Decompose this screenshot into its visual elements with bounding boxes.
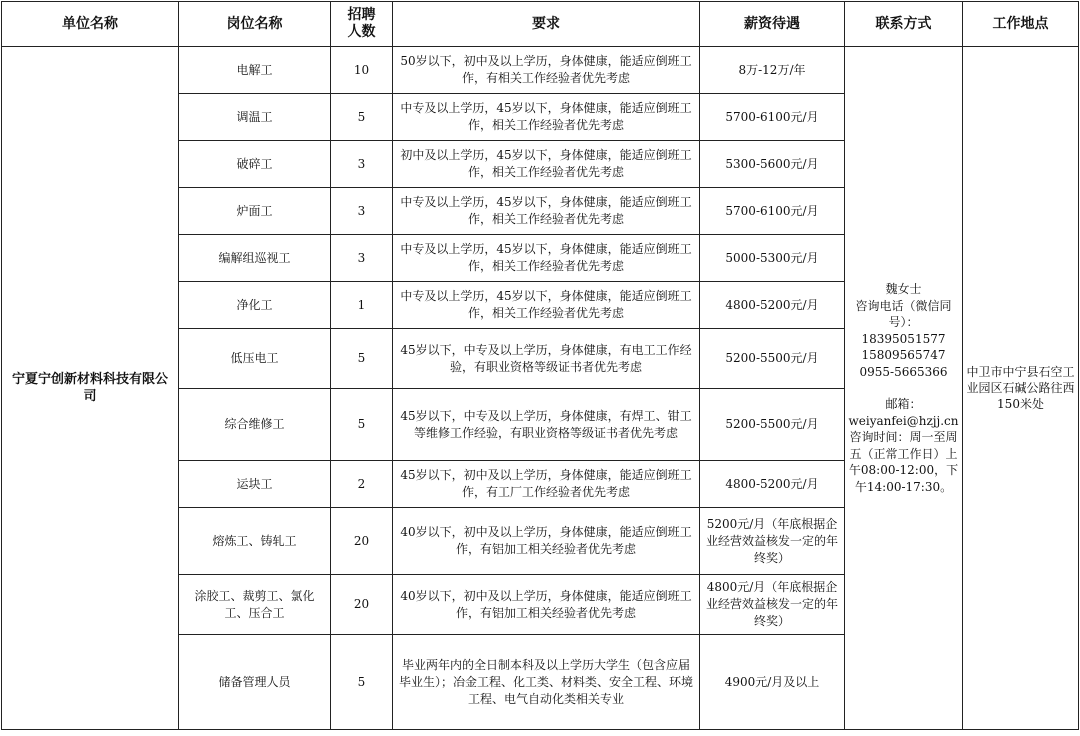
contact-email-label: 邮箱： (885, 397, 922, 411)
contact-phone-2: 15809565747 (861, 348, 946, 362)
header-salary: 薪资待遇 (700, 2, 845, 47)
salary-cell: 5000-5300元/月 (700, 235, 845, 282)
salary-cell: 4800-5200元/月 (700, 282, 845, 329)
count-cell: 5 (331, 94, 393, 141)
position-cell: 综合维修工 (179, 389, 331, 461)
header-company: 单位名称 (2, 2, 179, 47)
contact-phone-3: 0955-5665366 (859, 364, 948, 379)
header-position: 岗位名称 (179, 2, 331, 47)
requirements-cell: 中专及以上学历，45岁以下，身体健康，能适应倒班工作，相关工作经验者优先考虑 (393, 188, 700, 235)
salary-cell: 5700-6100元/月 (700, 188, 845, 235)
header-contact: 联系方式 (845, 2, 963, 47)
count-cell: 10 (331, 47, 393, 94)
position-cell: 储备管理人员 (179, 635, 331, 730)
count-cell: 2 (331, 461, 393, 508)
header-requirements: 要求 (393, 2, 700, 47)
requirements-cell: 45岁以下，中专及以上学历，身体健康，有电工工作经验，有职业资格等级证书者优先考虑 (393, 329, 700, 389)
salary-cell: 5700-6100元/月 (700, 94, 845, 141)
header-location: 工作地点 (963, 2, 1079, 47)
salary-cell: 4800-5200元/月 (700, 461, 845, 508)
contact-name: 魏女士 (885, 282, 922, 296)
contact-hours: 咨询时间：周一至周五（正常工作日）上午08:00-12:00，下午14:00-17:30。 (848, 430, 959, 494)
requirements-cell: 毕业两年内的全日制本科及以上学历大学生（包含应届毕业生）；冶金工程、化工类、材料类、安全工程、环境工程、电气自动化类相关专业 (393, 635, 700, 730)
requirements-cell: 初中及以上学历，45岁以下，身体健康，能适应倒班工作，相关工作经验者优先考虑 (393, 141, 700, 188)
requirements-cell: 40岁以下，初中及以上学历，身体健康，能适应倒班工作，有铝加工相关经验者优先考虑 (393, 508, 700, 575)
requirements-cell: 50岁以下，初中及以上学历，身体健康，能适应倒班工作，有相关工作经验者优先考虑 (393, 47, 700, 94)
position-cell: 涂胶工、裁剪工、氯化工、压合工 (179, 575, 331, 635)
position-cell: 电解工 (179, 47, 331, 94)
contact-cell (845, 47, 963, 730)
count-cell: 5 (331, 635, 393, 730)
requirements-cell: 中专及以上学历，45岁以下，身体健康，能适应倒班工作，相关工作经验者优先考虑 (393, 282, 700, 329)
position-cell: 编解组巡视工 (179, 235, 331, 282)
count-cell: 20 (331, 575, 393, 635)
position-cell: 低压电工 (179, 329, 331, 389)
salary-cell: 4900元/月及以上 (700, 635, 845, 730)
requirements-cell: 中专及以上学历，45岁以下，身体健康，能适应倒班工作，相关工作经验者优先考虑 (393, 94, 700, 141)
count-cell: 20 (331, 508, 393, 575)
position-cell: 净化工 (179, 282, 331, 329)
count-cell: 1 (331, 282, 393, 329)
salary-cell: 4800元/月（年底根据企业经营效益核发一定的年终奖） (700, 575, 845, 635)
position-cell: 破碎工 (179, 141, 331, 188)
count-cell: 3 (331, 141, 393, 188)
salary-cell: 5200-5500元/月 (700, 329, 845, 389)
requirements-cell: 45岁以下，中专及以上学历，身体健康，有焊工、钳工等维修工作经验，有职业资格等级证书者优先考虑 (393, 389, 700, 461)
contact-phone-1: 18395051577 (861, 331, 946, 346)
salary-cell: 8万-12万/年 (700, 47, 845, 94)
position-cell: 调温工 (179, 94, 331, 141)
header-row (2, 2, 1079, 47)
count-cell: 3 (331, 235, 393, 282)
requirements-cell: 40岁以下，初中及以上学历，身体健康，能适应倒班工作，有铝加工相关经验者优先考虑 (393, 575, 700, 635)
salary-cell: 5300-5600元/月 (700, 141, 845, 188)
count-cell: 5 (331, 329, 393, 389)
position-cell: 运块工 (179, 461, 331, 508)
contact-phone-label: 咨询电话（微信同号）： (855, 298, 952, 329)
salary-cell: 5200-5500元/月 (700, 389, 845, 461)
position-cell: 炉面工 (179, 188, 331, 235)
contact-email: weiyanfei@hzjj.cn (848, 413, 959, 428)
table-row (2, 47, 1079, 94)
count-cell: 5 (331, 389, 393, 461)
recruitment-table (1, 1, 1079, 730)
count-cell: 3 (331, 188, 393, 235)
requirements-cell: 45岁以下，初中及以上学历，身体健康，能适应倒班工作，有工厂工作经验者优先考虑 (393, 461, 700, 508)
salary-cell: 5200元/月（年底根据企业经营效益核发一定的年终奖） (700, 508, 845, 575)
requirements-cell: 中专及以上学历，45岁以下，身体健康，能适应倒班工作，相关工作经验者优先考虑 (393, 235, 700, 282)
company-name: 宁夏宁创新材料科技有限公司 (2, 47, 179, 730)
header-count: 招聘人数 (331, 2, 393, 47)
location-cell: 中卫市中宁县石空工业园区石碱公路往西150米处 (963, 47, 1079, 730)
position-cell: 熔炼工、铸轧工 (179, 508, 331, 575)
